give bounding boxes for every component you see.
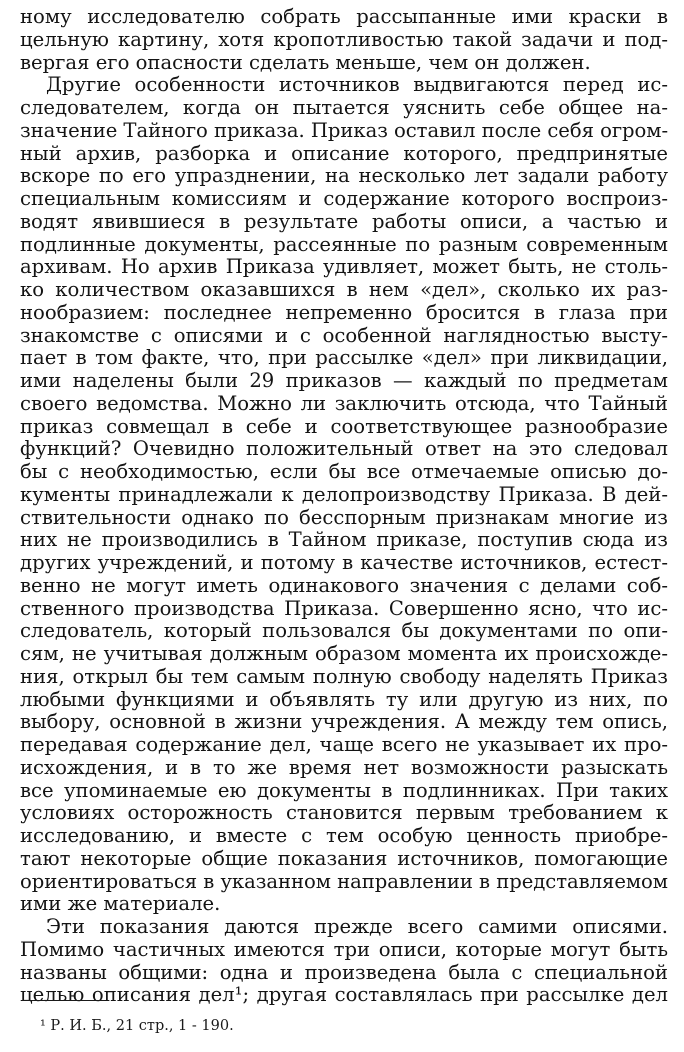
text-line: условиях осторожность становится первым требованием к	[20, 802, 668, 825]
text-line: ориентироваться в указанном направлении в представляемом	[20, 870, 668, 893]
text-line: следователем, когда он пытается уяснить себе общее на-	[20, 97, 668, 119]
text-line: кументы принадлежали к делопроизводству Приказа. В дей-	[20, 483, 668, 506]
text-line: тают некоторые общие показания источников, помогающие	[20, 847, 668, 870]
text-line: них не производились в Тайном приказе, поступив сюда из	[20, 529, 668, 552]
text-line: бы с необходимостью, если бы все отмечаемые описью до-	[20, 461, 668, 483]
text-line: значение Тайного приказа. Приказ оставил после себя огром-	[20, 119, 668, 142]
document-page	[20, 6, 668, 1007]
footnote-separator	[22, 1000, 105, 1001]
text-line: ими наделены были 29 приказов — каждый по предметам	[20, 370, 668, 392]
text-line: подлинные документы, рассеянные по разным современным	[20, 233, 668, 256]
text-line: сям, не учитывая должным образом момента их происхожде-	[20, 643, 668, 665]
text-line: ния, открыл бы тем самым полную свободу наделять Приказ	[20, 665, 668, 688]
text-line: приказ совмещал в себе и соответствующее разнообразие	[20, 415, 668, 438]
text-line: ственного производства Приказа. Совершенно ясно, что ис-	[20, 597, 668, 620]
text-line: функций? Очевидно положительный ответ на это следовал	[20, 438, 668, 461]
text-line: ный архив, разборка и описание которого, предпринятые	[20, 142, 668, 165]
text-line: цельную картину, хотя кропотливостью такой задачи и под-	[20, 28, 668, 51]
text-line: вскоре по его упразднении, на несколько лет задали работу	[20, 165, 668, 188]
text-line: исхождения, и в то же время нет возможности разыскать	[20, 756, 668, 779]
text-line: ному исследователю собрать рассыпанные ими краски в	[20, 6, 668, 28]
text-line: любыми функциями и объявлять ту или другую из них, по	[20, 688, 668, 711]
text-line: Помимо частичных имеются три описи, которые могут быть	[20, 938, 668, 961]
text-line: ими же материале.	[20, 893, 221, 916]
text-line: нообразием: последнее непременно бросится в глаза при	[20, 301, 668, 324]
text-line: целью описания дел¹; другая составлялась при рассылке дел	[20, 984, 668, 1007]
text-line: водят явившиеся в результате работы описи, а частью и	[20, 210, 668, 233]
text-line: ствительности однако по бесспорным признакам многие из	[20, 506, 668, 529]
paragraph-start-line: Другие особенности источников выдвигаются перед ис-	[46, 74, 668, 97]
footnote: ¹ Р. И. Б., 21 стр., 1 - 190.	[40, 1018, 234, 1034]
text-line: специальным комиссиям и содержание которого воспроиз-	[20, 188, 668, 210]
text-line: пает в том факте, что, при рассылке «дел» при ликвидации,	[20, 347, 668, 370]
text-line: все упоминаемые ею документы в подлинниках. При таких	[20, 779, 668, 802]
text-line: других учреждений, и потому в качестве источников, естест-	[20, 552, 668, 574]
text-line: вергая его опасности сделать меньше, чем он должен.	[20, 51, 591, 74]
text-line: названы общими: одна и произведена была с специальной	[20, 961, 668, 984]
text-line: знакомстве с описями и с особенной наглядностью высту-	[20, 324, 668, 347]
text-line: выбору, основной в жизни учреждения. А между тем опись,	[20, 711, 668, 734]
text-line: венно не могут иметь одинакового значения с делами соб-	[20, 574, 668, 597]
text-line: ко количеством оказавшихся в нем «дел», сколько их раз-	[20, 279, 668, 301]
text-line: передавая содержание дел, чаще всего не указывает их про-	[20, 734, 668, 756]
text-line: архивам. Но архив Приказа удивляет, может быть, не столь-	[20, 256, 668, 279]
paragraph-start-line: Эти показания даются прежде всего самими описями.	[46, 916, 668, 938]
text-line: исследованию, и вместе с тем особую ценность приобре-	[20, 825, 668, 847]
text-line: следователь, который пользовался бы документами по опи-	[20, 620, 668, 643]
text-line: своего ведомства. Можно ли заключить отсюда, что Тайный	[20, 392, 668, 415]
